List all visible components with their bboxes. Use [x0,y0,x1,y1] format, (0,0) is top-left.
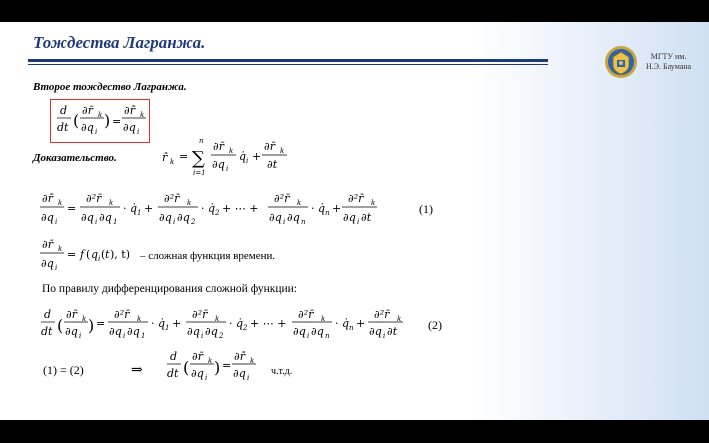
svg-text:i: i [307,332,310,340]
svg-text:∂q: ∂q [311,325,324,338]
svg-text:1: 1 [113,218,118,226]
svg-text:n: n [349,324,354,332]
svg-text:∂r̄: ∂r̄ [82,104,93,117]
svg-text:∂q: ∂q [177,211,190,224]
svg-text:n: n [325,209,330,217]
svg-text:2: 2 [243,324,248,332]
svg-text:k: k [109,199,114,207]
svg-text:q̇: q̇ [130,202,138,215]
svg-text:k: k [280,147,285,155]
svg-text:i: i [283,218,286,226]
svg-text:·: · [151,317,155,330]
svg-text:∂q: ∂q [187,325,200,338]
svg-text:∂q: ∂q [81,211,94,224]
differentiation-rule-text: По правилу дифференцирования сложной функции: [42,283,298,295]
svg-text:n: n [199,137,204,145]
svg-text:k: k [140,111,145,119]
svg-text:∂q: ∂q [41,211,54,224]
svg-text:·: · [311,202,315,215]
svg-text:∂r̄: ∂r̄ [213,140,224,153]
svg-text:i: i [226,165,229,173]
svg-text:i: i [173,218,176,226]
svg-text:·: · [335,317,339,330]
svg-text:k: k [58,245,63,253]
proof-label: Доказательство. [33,152,117,164]
svg-text:k: k [321,315,326,323]
svg-text:d: d [170,350,178,363]
svg-text:∂q: ∂q [205,325,218,338]
svg-text:dt: dt [57,121,69,134]
svg-text:2: 2 [219,332,224,340]
svg-text:∂q: ∂q [191,367,204,380]
svg-text:∂q: ∂q [293,325,306,338]
svg-text:(: ( [86,248,91,261]
svg-text:k: k [297,199,302,207]
svg-text:∂q: ∂q [159,211,172,224]
svg-text:i: i [95,128,98,136]
svg-text:∂q: ∂q [127,325,140,338]
svg-text:f: f [80,248,85,261]
svg-text:·: · [123,202,127,215]
svg-text:), t): ), t) [110,248,130,261]
svg-text:∂q: ∂q [123,121,136,134]
velocity-expression [162,137,287,177]
svg-text:i: i [383,332,386,340]
svg-text:∂q: ∂q [41,257,54,270]
svg-text:1: 1 [141,332,146,340]
svg-text:∂r̄: ∂r̄ [192,350,203,363]
svg-text:∂q: ∂q [269,211,282,224]
svg-text:i: i [79,332,82,340]
svg-text:q̇: q̇ [236,317,244,330]
svg-text:i: i [123,332,126,340]
svg-text:2: 2 [215,209,220,217]
svg-text:+ ⋯ +: + ⋯ + [250,317,287,330]
svg-text:dt: dt [167,367,179,380]
svg-text:+: + [356,317,366,330]
university-line-2: Н.Э. Баумана [646,62,692,71]
svg-text:·: · [201,202,205,215]
implies-arrow: ⇒ [131,363,143,378]
svg-text:∂²r̄: ∂²r̄ [114,308,130,321]
conclusion-equation [167,350,256,382]
svg-text:(: ( [183,358,190,377]
svg-text:k: k [58,199,63,207]
svg-text:k: k [187,199,192,207]
svg-text:+: + [172,317,182,330]
svg-text:i=1: i=1 [193,169,206,177]
svg-text:·: · [229,317,233,330]
svg-text:∂r̄̇: ∂r̄̇ [124,104,135,117]
svg-text:∂t: ∂t [361,211,372,224]
svg-text:=: = [67,248,77,261]
conclusion-left: (1) = (2) [43,363,84,377]
svg-text:i: i [137,128,140,136]
svg-text:k: k [137,315,142,323]
svg-text:q̇: q̇ [208,202,216,215]
svg-text:k: k [397,315,402,323]
svg-text:k: k [215,315,220,323]
svg-text:∂r̄̇: ∂r̄̇ [234,350,245,363]
svg-text:i: i [247,374,250,382]
svg-text:∂q: ∂q [233,367,246,380]
svg-text:k: k [250,357,255,365]
svg-text:∂r̄: ∂r̄ [42,238,53,251]
svg-text:d: d [60,104,68,117]
lagrange-identity [57,104,146,136]
svg-text:(: ( [73,111,80,130]
university-line-1: МГТУ им. [650,52,687,61]
svg-text:(: ( [57,316,64,335]
equation-1-label: (1) [419,202,433,216]
svg-text:i: i [98,255,101,263]
svg-text:n: n [301,218,306,226]
svg-text:q̇: q̇ [158,317,166,330]
svg-text:dt: dt [41,325,53,338]
svg-text:+ ⋯ +: + ⋯ + [222,202,259,215]
svg-text:k: k [98,111,103,119]
equation-1 [40,192,377,226]
svg-text:∂²r̄: ∂²r̄ [348,192,364,205]
svg-text:∂²r̄: ∂²r̄ [274,192,290,205]
slide [0,22,709,420]
svg-text:i: i [205,374,208,382]
svg-text:2: 2 [191,218,196,226]
svg-text:∂q: ∂q [99,211,112,224]
svg-text:): ) [88,316,95,335]
svg-text:∂q: ∂q [65,325,78,338]
svg-text:i: i [55,264,58,272]
svg-text:d: d [44,308,52,321]
svg-text:(: ( [101,248,106,261]
complex-function-equation [40,238,130,272]
svg-text:i: i [357,218,360,226]
svg-text:r̄̇: r̄̇ [162,151,168,164]
svg-text:∂²r̄: ∂²r̄ [374,308,390,321]
slide-title: Тождества Лагранжа. [33,33,206,52]
svg-text:∂²r̄: ∂²r̄ [298,308,314,321]
svg-text:∂q: ∂q [343,211,356,224]
svg-text:+: + [144,202,154,215]
svg-text:i: i [246,157,249,165]
svg-text:i: i [55,218,58,226]
equation-2 [41,308,403,340]
equation-2-label: (2) [428,318,442,332]
svg-text:=: = [112,115,122,128]
svg-text:∂²r̄: ∂²r̄ [164,192,180,205]
complex-function-note: – сложная функция времени. [140,250,276,262]
svg-text:1: 1 [137,209,142,217]
svg-text:∑: ∑ [192,148,205,169]
svg-text:k: k [170,158,175,166]
svg-text:i: i [201,332,204,340]
svg-text:k: k [82,315,87,323]
svg-text:∂q: ∂q [109,325,122,338]
svg-text:k: k [229,147,234,155]
svg-text:∂²r̄: ∂²r̄ [86,192,102,205]
svg-text:=: = [96,317,106,330]
svg-text:∂q: ∂q [287,211,300,224]
svg-text:=: = [222,359,232,372]
svg-text:n: n [325,332,330,340]
svg-text:q̇: q̇ [318,202,326,215]
svg-text:=: = [179,150,189,163]
qed-mark: ч.т.д. [271,366,293,377]
svg-text:∂r̄: ∂r̄ [264,140,275,153]
svg-text:∂q: ∂q [369,325,382,338]
svg-text:q̇: q̇ [342,317,350,330]
svg-text:q̇: q̇ [239,150,247,163]
svg-text:=: = [67,202,77,215]
svg-text:∂q: ∂q [212,158,225,171]
svg-text:+: + [332,202,342,215]
formulas [0,22,709,420]
svg-text:q: q [91,248,99,261]
svg-text:+: + [252,150,262,163]
svg-text:∂r̄̇: ∂r̄̇ [42,192,53,205]
svg-text:∂r̄: ∂r̄ [66,308,77,321]
subtitle: Второе тождество Лагранжа. [33,81,187,93]
svg-text:i: i [95,218,98,226]
svg-text:∂²r̄: ∂²r̄ [192,308,208,321]
svg-text:∂q: ∂q [81,121,94,134]
svg-text:k: k [371,199,376,207]
svg-text:t: t [105,248,110,261]
svg-text:∂t: ∂t [387,325,398,338]
svg-text:1: 1 [165,324,170,332]
svg-text:k: k [208,357,213,365]
svg-text:∂t: ∂t [267,158,278,171]
svg-text:): ) [214,358,221,377]
svg-text:): ) [104,111,111,130]
